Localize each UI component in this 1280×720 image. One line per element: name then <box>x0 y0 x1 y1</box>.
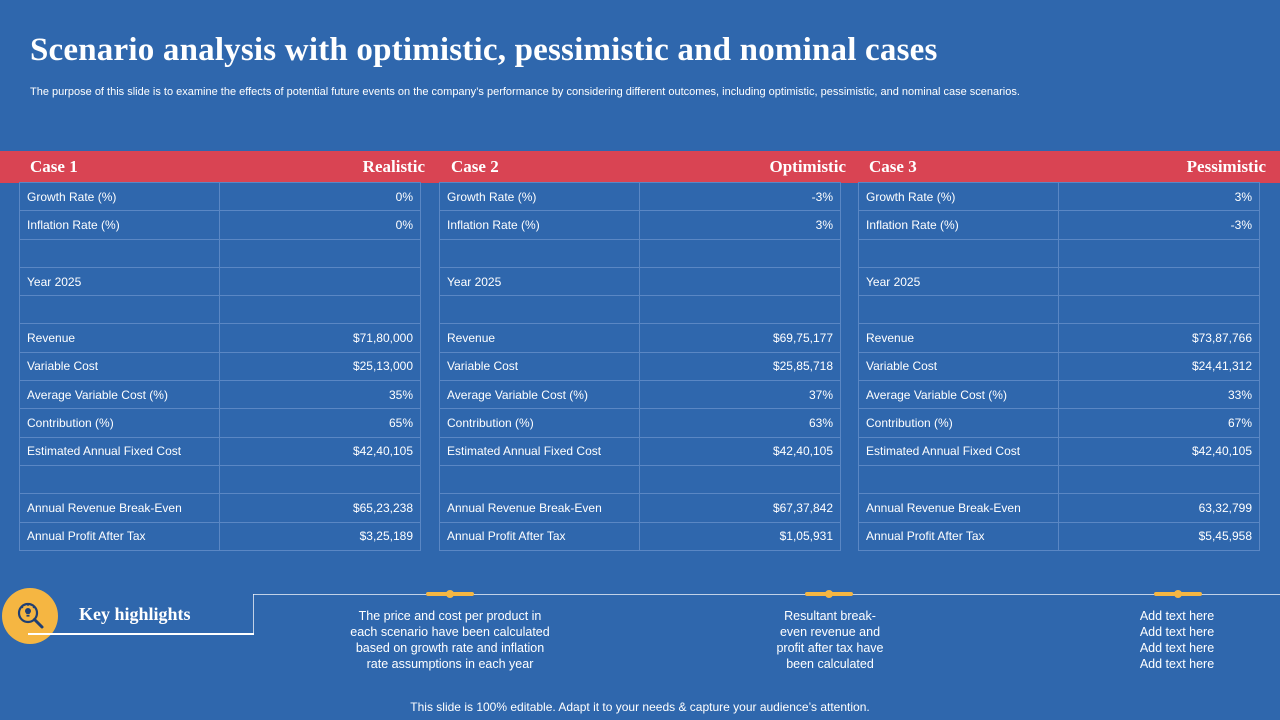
highlights-divider-vertical <box>253 594 254 634</box>
row-label: Variable Cost <box>859 352 1059 380</box>
slide-subtitle: The purpose of this slide is to examine the effects of potential future events on the company’s performance by considering different outcomes, including optimistic, pessimistic, and nominal case scenarios. <box>30 86 1020 98</box>
row-value <box>1059 239 1260 267</box>
row-value: -3% <box>640 183 841 211</box>
row-value: 37% <box>640 381 841 409</box>
row-label: Inflation Rate (%) <box>859 211 1059 239</box>
row-value: 33% <box>1059 381 1260 409</box>
case-2-header <box>451 151 846 183</box>
table-row <box>440 352 841 380</box>
table-row <box>440 211 841 239</box>
row-value <box>220 239 421 267</box>
table-row <box>20 296 421 324</box>
table-row <box>440 296 841 324</box>
row-label <box>859 465 1059 493</box>
highlight-text-2 <box>750 608 910 672</box>
row-value: $25,13,000 <box>220 352 421 380</box>
row-value <box>1059 465 1260 493</box>
case-1-table <box>19 182 421 551</box>
table-row <box>440 409 841 437</box>
highlight-text-3 <box>1107 608 1247 672</box>
row-value: 63% <box>640 409 841 437</box>
key-highlights-underline <box>28 633 254 635</box>
row-value: 3% <box>1059 183 1260 211</box>
highlight-line: rate assumptions in each year <box>366 657 534 671</box>
table-row <box>20 352 421 380</box>
row-label: Inflation Rate (%) <box>440 211 640 239</box>
row-label: Variable Cost <box>20 352 220 380</box>
highlight-text-1 <box>330 608 570 672</box>
row-label: Year 2025 <box>20 267 220 295</box>
row-label <box>859 296 1059 324</box>
row-value <box>1059 267 1260 295</box>
table-row <box>440 494 841 522</box>
highlight-line: based on growth rate and inflation <box>355 641 545 655</box>
row-label: Estimated Annual Fixed Cost <box>859 437 1059 465</box>
row-label <box>20 465 220 493</box>
row-label: Revenue <box>20 324 220 352</box>
table-row <box>440 324 841 352</box>
slide-footnote: This slide is 100% editable. Adapt it to your needs & capture your audience’s attention. <box>410 700 870 714</box>
highlight-line: Add text here <box>1139 625 1215 639</box>
lightbulb-magnifier-icon <box>2 588 58 644</box>
row-label: Average Variable Cost (%) <box>859 381 1059 409</box>
table-row <box>859 352 1260 380</box>
slide-title: Scenario analysis with optimistic, pessimistic and nominal cases <box>30 32 938 68</box>
highlight-line: even revenue and <box>779 625 881 639</box>
row-value: 35% <box>220 381 421 409</box>
table-row <box>440 381 841 409</box>
table-row <box>20 381 421 409</box>
row-label: Inflation Rate (%) <box>20 211 220 239</box>
row-label: Estimated Annual Fixed Cost <box>20 437 220 465</box>
table-row <box>859 437 1260 465</box>
row-value <box>640 465 841 493</box>
row-value: $42,40,105 <box>640 437 841 465</box>
row-value: -3% <box>1059 211 1260 239</box>
table-row <box>440 465 841 493</box>
table-row <box>20 437 421 465</box>
highlight-line: been calculated <box>786 657 874 671</box>
table-row <box>20 267 421 295</box>
table-row <box>20 522 421 550</box>
row-label: Annual Profit After Tax <box>440 522 640 550</box>
row-label: Revenue <box>859 324 1059 352</box>
table-row <box>440 239 841 267</box>
row-value: $5,45,958 <box>1059 522 1260 550</box>
row-value: $25,85,718 <box>640 352 841 380</box>
row-value <box>1059 296 1260 324</box>
row-value <box>640 267 841 295</box>
row-label <box>20 296 220 324</box>
highlight-line: Add text here <box>1139 657 1215 671</box>
row-value: $73,87,766 <box>1059 324 1260 352</box>
row-value: $71,80,000 <box>220 324 421 352</box>
table-row <box>859 522 1260 550</box>
highlight-marker <box>1154 592 1202 596</box>
table-row <box>859 296 1260 324</box>
highlight-line: The price and cost per product in <box>358 609 542 623</box>
table-row <box>859 381 1260 409</box>
row-value: $69,75,177 <box>640 324 841 352</box>
table-row <box>440 267 841 295</box>
table-row <box>859 267 1260 295</box>
case-label: Case 3 <box>869 157 917 176</box>
row-label: Revenue <box>440 324 640 352</box>
key-highlights-label: Key highlights <box>79 604 191 624</box>
highlights-divider <box>253 594 1280 595</box>
highlight-line: Add text here <box>1139 641 1215 655</box>
table-row <box>20 324 421 352</box>
row-value: $24,41,312 <box>1059 352 1260 380</box>
table-row <box>859 183 1260 211</box>
table-row <box>859 324 1260 352</box>
row-label: Year 2025 <box>440 267 640 295</box>
row-value: $1,05,931 <box>640 522 841 550</box>
table-row <box>859 465 1260 493</box>
highlight-line: each scenario have been calculated <box>350 625 550 639</box>
case-1-header <box>30 151 425 183</box>
row-value: 65% <box>220 409 421 437</box>
row-value <box>640 239 841 267</box>
row-value: 3% <box>640 211 841 239</box>
row-label: Variable Cost <box>440 352 640 380</box>
table-row <box>859 239 1260 267</box>
row-label: Contribution (%) <box>20 409 220 437</box>
case-scenario: Optimistic <box>769 157 846 176</box>
row-value <box>220 465 421 493</box>
case-label: Case 2 <box>451 157 499 176</box>
case-label: Case 1 <box>30 157 78 176</box>
row-label: Annual Revenue Break-Even <box>859 494 1059 522</box>
table-row <box>859 494 1260 522</box>
row-label <box>440 296 640 324</box>
row-value: 0% <box>220 211 421 239</box>
row-label: Annual Profit After Tax <box>20 522 220 550</box>
table-row <box>440 183 841 211</box>
row-label <box>859 239 1059 267</box>
table-row <box>859 211 1260 239</box>
table-row <box>440 437 841 465</box>
case-3-table <box>858 182 1260 551</box>
table-row <box>20 211 421 239</box>
highlight-line: Add text here <box>1139 609 1215 623</box>
row-label: Estimated Annual Fixed Cost <box>440 437 640 465</box>
row-value: $42,40,105 <box>220 437 421 465</box>
highlight-line: profit after tax have <box>776 641 884 655</box>
row-label: Contribution (%) <box>859 409 1059 437</box>
case-scenario: Pessimistic <box>1186 157 1266 176</box>
row-value: $65,23,238 <box>220 494 421 522</box>
row-label: Year 2025 <box>859 267 1059 295</box>
row-label: Growth Rate (%) <box>440 183 640 211</box>
case-2-table <box>439 182 841 551</box>
row-label: Growth Rate (%) <box>859 183 1059 211</box>
table-row <box>859 409 1260 437</box>
table-row <box>20 409 421 437</box>
row-label <box>20 239 220 267</box>
row-label: Annual Profit After Tax <box>859 522 1059 550</box>
table-row <box>20 239 421 267</box>
highlight-marker <box>426 592 474 596</box>
row-value: $3,25,189 <box>220 522 421 550</box>
row-label: Growth Rate (%) <box>20 183 220 211</box>
row-label: Average Variable Cost (%) <box>440 381 640 409</box>
row-value: 67% <box>1059 409 1260 437</box>
case-scenario: Realistic <box>362 157 425 176</box>
row-value: 63,32,799 <box>1059 494 1260 522</box>
row-label: Annual Revenue Break-Even <box>440 494 640 522</box>
case-3-header <box>869 151 1266 183</box>
row-value: $67,37,842 <box>640 494 841 522</box>
row-value <box>220 296 421 324</box>
table-row <box>440 522 841 550</box>
table-row <box>20 465 421 493</box>
table-row <box>20 494 421 522</box>
row-label: Contribution (%) <box>440 409 640 437</box>
row-label <box>440 465 640 493</box>
row-label: Average Variable Cost (%) <box>20 381 220 409</box>
row-value <box>220 267 421 295</box>
highlight-line: Resultant break- <box>784 609 876 623</box>
row-value: $42,40,105 <box>1059 437 1260 465</box>
highlight-marker <box>805 592 853 596</box>
row-value: 0% <box>220 183 421 211</box>
row-value <box>640 296 841 324</box>
table-row <box>20 183 421 211</box>
row-label <box>440 239 640 267</box>
row-label: Annual Revenue Break-Even <box>20 494 220 522</box>
